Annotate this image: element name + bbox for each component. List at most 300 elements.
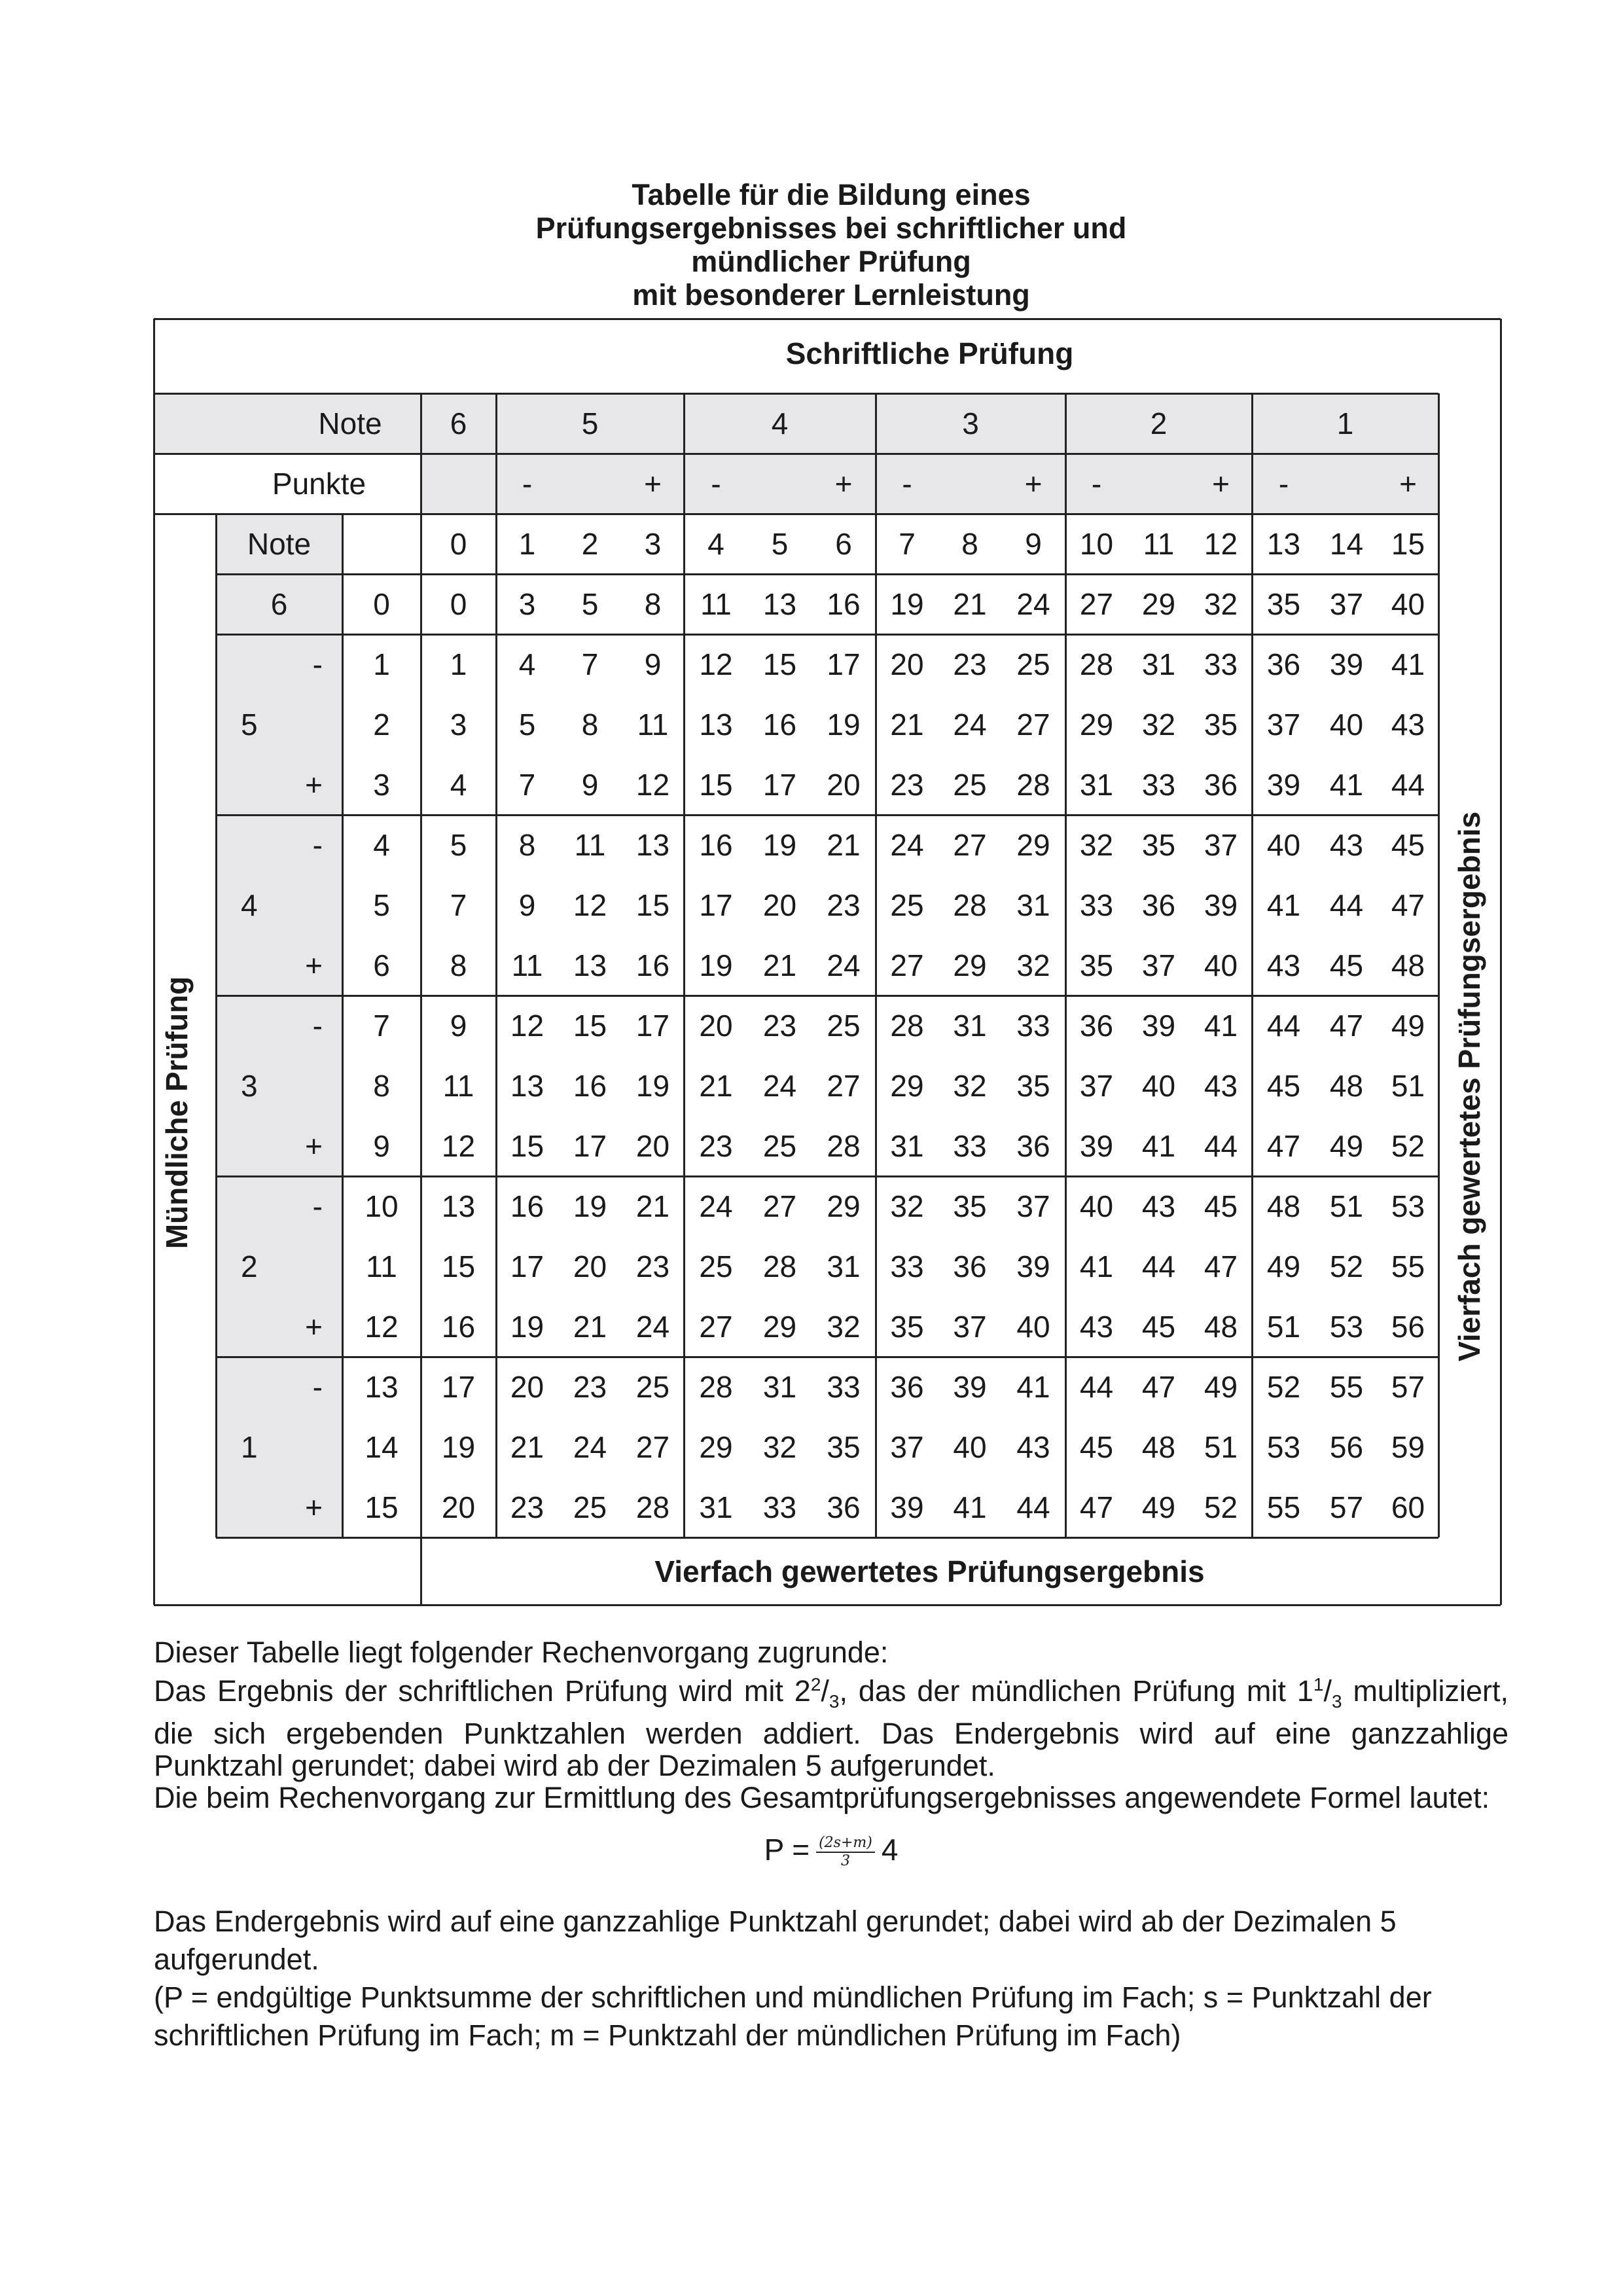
oral-points: 15 [365, 1490, 399, 1524]
oral-sign: + [305, 1490, 323, 1524]
result-cell: 13 [510, 1069, 544, 1103]
result-cell: 17 [510, 1249, 544, 1283]
result-cell: 29 [762, 1310, 797, 1344]
result-cell: 51 [1266, 1310, 1301, 1344]
result-cell: 33 [762, 1490, 797, 1524]
result-cell: 31 [1141, 647, 1176, 681]
result-cell: 17 [573, 1129, 607, 1163]
result-cell: 32 [1079, 828, 1114, 862]
result-cell: 28 [953, 888, 987, 922]
result-cell: 19 [573, 1189, 607, 1223]
result-cell: 8 [581, 708, 599, 742]
result-cell: 3 [450, 708, 467, 742]
result-cell: 24 [573, 1430, 607, 1464]
explanation-text [154, 1636, 1508, 2054]
result-cell: 29 [1016, 828, 1050, 862]
oral-sign: - [312, 1009, 323, 1043]
result-cell: 20 [573, 1249, 607, 1283]
result-cell: 11 [637, 708, 669, 742]
result-cell: 32 [1204, 587, 1238, 621]
result-cell: 29 [1141, 587, 1176, 621]
result-cell: 24 [953, 708, 987, 742]
plus-sign: + [834, 467, 853, 501]
minus-sign: - [522, 467, 533, 501]
oral-sign: - [312, 1370, 323, 1404]
result-cell: 47 [1204, 1249, 1238, 1283]
result-cell: 36 [1141, 888, 1176, 922]
result-cell: 21 [573, 1310, 607, 1344]
fraction-numerator: 1 [1313, 1674, 1324, 1695]
result-cell: 23 [827, 888, 861, 922]
oral-points: 2 [373, 708, 390, 742]
result-cell: 24 [635, 1310, 670, 1344]
result-cell: 7 [518, 768, 536, 802]
result-cell: 40 [953, 1430, 987, 1464]
table-border [154, 1604, 1501, 1606]
result-cell: 21 [953, 587, 987, 621]
result-cell: 28 [1016, 768, 1050, 802]
result-cell: 35 [890, 1310, 924, 1344]
result-cell: 51 [1204, 1430, 1238, 1464]
fraction-numerator: 2 [810, 1674, 821, 1695]
result-cell: 5 [518, 708, 536, 742]
result-cell: 25 [827, 1009, 861, 1043]
result-cell: 8 [644, 587, 662, 621]
result-cell: 43 [1141, 1189, 1176, 1223]
result-cell: 31 [890, 1129, 924, 1163]
oral-points: 1 [373, 647, 390, 681]
result-cell: 1 [450, 647, 467, 681]
written-points: 0 [450, 527, 467, 561]
result-cell: 45 [1329, 948, 1364, 982]
result-cell: 37 [890, 1430, 924, 1464]
result-cell: 47 [1079, 1490, 1114, 1524]
result-cell: 32 [827, 1310, 861, 1344]
result-cell: 36 [1266, 647, 1301, 681]
result-cell: 45 [1141, 1310, 1176, 1344]
result-cell: 15 [635, 888, 670, 922]
result-cell: 23 [699, 1129, 733, 1163]
result-cell: 27 [699, 1310, 733, 1344]
result-cell: 16 [762, 708, 797, 742]
result-cell: 45 [1391, 828, 1425, 862]
oral-grade: 1 [241, 1430, 258, 1464]
result-cell: 44 [1204, 1129, 1238, 1163]
result-cell: 24 [827, 948, 861, 982]
vierfach-side-label: Vierfach gewertetes Prüfungsergebnis [1452, 811, 1486, 1362]
result-cell: 39 [1329, 647, 1364, 681]
result-cell: 32 [762, 1430, 797, 1464]
result-cell: 37 [1266, 708, 1301, 742]
result-cell: 31 [827, 1249, 861, 1283]
note-label: Note [318, 406, 382, 440]
result-cell: 39 [1016, 1249, 1050, 1283]
result-cell: 33 [1141, 768, 1176, 802]
written-points: 6 [835, 527, 852, 561]
written-grade: 4 [771, 406, 789, 440]
result-cell: 5 [450, 828, 467, 862]
result-cell: 17 [827, 647, 861, 681]
result-cell: 12 [441, 1129, 476, 1163]
oral-grade: 3 [241, 1069, 258, 1103]
result-cell: 7 [450, 888, 467, 922]
result-cell: 19 [890, 587, 924, 621]
result-cell: 45 [1079, 1430, 1114, 1464]
result-cell: 52 [1266, 1370, 1301, 1404]
result-cell: 20 [762, 888, 797, 922]
result-cell: 40 [1079, 1189, 1114, 1223]
oral-sign: - [312, 647, 323, 681]
result-cell: 41 [953, 1490, 987, 1524]
result-cell: 43 [1016, 1430, 1050, 1464]
result-cell: 27 [635, 1430, 670, 1464]
fraction-slash: / [821, 1674, 829, 1708]
written-points: 5 [771, 527, 789, 561]
result-cell: 35 [1204, 708, 1238, 742]
result-cell: 28 [762, 1249, 797, 1283]
result-cell: 32 [890, 1189, 924, 1223]
result-cell: 13 [573, 948, 607, 982]
result-cell: 36 [1016, 1129, 1050, 1163]
oral-sign: + [305, 1129, 323, 1163]
result-cell: 48 [1266, 1189, 1301, 1223]
result-cell: 27 [890, 948, 924, 982]
result-cell: 44 [1141, 1249, 1176, 1283]
result-cell: 9 [450, 1009, 467, 1043]
intro-paragraph: Dieser Tabelle liegt folgender Rechenvorgang zugrunde: [154, 1636, 889, 1669]
result-cell: 55 [1391, 1249, 1425, 1283]
written-points: 3 [644, 527, 662, 561]
minus-sign: - [902, 467, 912, 501]
result-cell: 47 [1391, 888, 1425, 922]
result-cell: 16 [573, 1069, 607, 1103]
fraction-slash: / [1323, 1674, 1332, 1708]
formula-intro-paragraph: Die beim Rechenvorgang zur Ermittlung des Gesamtprüfungsergebnisses angewendete Formel lautet: [154, 1781, 1490, 1814]
result-cell: 32 [953, 1069, 987, 1103]
result-cell: 32 [1141, 708, 1176, 742]
result-cell: 13 [441, 1189, 476, 1223]
result-cell: 35 [1266, 587, 1301, 621]
result-cell: 36 [1079, 1009, 1114, 1043]
result-cell: 11 [574, 828, 606, 862]
result-cell: 56 [1329, 1430, 1364, 1464]
result-cell: 9 [644, 647, 662, 681]
result-cell: 5 [581, 587, 599, 621]
result-cell: 21 [635, 1189, 670, 1223]
result-cell: 44 [1391, 768, 1425, 802]
result-cell: 19 [635, 1069, 670, 1103]
result-cell: 36 [827, 1490, 861, 1524]
result-cell: 20 [890, 647, 924, 681]
oral-points: 14 [365, 1430, 399, 1464]
calc-text-c: multipliziert, die sich ergebenden Punktzahlen werden addiert. Das Endergebnis wird auf eine ganzzahlige Punktzahl gerundet; dabei wird ab der Dezimalen 5 aufgerundet. [154, 1674, 1508, 1782]
plus-sign: + [644, 467, 662, 501]
result-cell: 9 [518, 888, 536, 922]
result-cell: 37 [1329, 587, 1364, 621]
result-cell: 39 [1141, 1009, 1176, 1043]
result-cell: 19 [441, 1430, 476, 1464]
result-cell: 29 [890, 1069, 924, 1103]
result-cell: 28 [890, 1009, 924, 1043]
result-cell: 47 [1141, 1370, 1176, 1404]
result-cell: 25 [699, 1249, 733, 1283]
oral-points: 10 [365, 1189, 399, 1223]
result-cell: 13 [699, 708, 733, 742]
calc-text-a: Das Ergebnis der schriftlichen Prüfung wird mit 2 [154, 1674, 811, 1708]
result-cell: 11 [700, 587, 732, 621]
result-cell: 44 [1329, 888, 1364, 922]
result-cell: 28 [699, 1370, 733, 1404]
result-cell: 37 [1141, 948, 1176, 982]
punkte-label: Punkte [272, 467, 366, 501]
result-cell: 48 [1391, 948, 1425, 982]
result-cell: 37 [1016, 1189, 1050, 1223]
result-cell: 15 [441, 1249, 476, 1283]
oral-sign: - [312, 1189, 323, 1223]
result-cell: 40 [1141, 1069, 1176, 1103]
plus-sign: + [1024, 467, 1043, 501]
result-cell: 24 [1016, 587, 1050, 621]
result-cell: 29 [699, 1430, 733, 1464]
written-points: 2 [581, 527, 599, 561]
result-cell: 29 [827, 1189, 861, 1223]
result-cell: 19 [762, 828, 797, 862]
result-cell: 13 [762, 587, 797, 621]
result-cell: 41 [1266, 888, 1301, 922]
result-cell: 43 [1329, 828, 1364, 862]
result-cell: 17 [441, 1370, 476, 1404]
legend-paragraph: (P = endgültige Punktsumme der schriftlichen und mündlichen Prüfung im Fach; s = Punktzahl der schriftlichen Prüfung im Fach; m = Punktzahl der mündlichen Prüfung im Fach) [154, 1980, 1432, 2052]
written-points: 14 [1329, 527, 1364, 561]
result-cell: 41 [1016, 1370, 1050, 1404]
result-cell: 41 [1391, 647, 1425, 681]
result-cell: 8 [450, 948, 467, 982]
rounding-paragraph: Das Endergebnis wird auf eine ganzzahlige Punktzahl gerundet; dabei wird ab der Dezimalen 5 aufgerundet. [154, 1904, 1397, 1976]
result-cell: 19 [510, 1310, 544, 1344]
oral-grade: 2 [241, 1249, 258, 1283]
result-cell: 25 [890, 888, 924, 922]
result-cell: 17 [635, 1009, 670, 1043]
result-cell: 20 [827, 768, 861, 802]
result-cell: 48 [1329, 1069, 1364, 1103]
result-cell: 39 [1266, 768, 1301, 802]
result-cell: 33 [953, 1129, 987, 1163]
result-cell: 33 [1079, 888, 1114, 922]
result-cell: 49 [1266, 1249, 1301, 1283]
result-cell: 23 [635, 1249, 670, 1283]
result-cell: 35 [1016, 1069, 1050, 1103]
result-cell: 35 [1141, 828, 1176, 862]
written-points: 4 [707, 527, 724, 561]
result-cell: 52 [1391, 1129, 1425, 1163]
result-cell: 35 [827, 1430, 861, 1464]
result-cell: 41 [1141, 1129, 1176, 1163]
oral-points: 7 [373, 1009, 390, 1043]
result-cell: 20 [635, 1129, 670, 1163]
result-cell: 45 [1204, 1189, 1238, 1223]
result-cell: 4 [518, 647, 536, 681]
written-points: 11 [1143, 527, 1175, 561]
result-cell: 53 [1266, 1430, 1301, 1464]
muendliche-label: Mündliche Prüfung [160, 976, 194, 1249]
result-cell: 57 [1329, 1490, 1364, 1524]
oral-points: 3 [373, 768, 390, 802]
table-border [1500, 319, 1502, 1605]
result-cell: 27 [953, 828, 987, 862]
result-cell: 31 [1079, 768, 1114, 802]
result-cell: 23 [890, 768, 924, 802]
oral-sign: + [305, 948, 323, 982]
formula-denominator: 3 [840, 1852, 850, 1869]
result-cell: 43 [1391, 708, 1425, 742]
result-cell: 51 [1329, 1189, 1364, 1223]
formula-factor: 4 [881, 1833, 899, 1867]
result-cell: 12 [635, 768, 670, 802]
calculation-paragraph [154, 1668, 1508, 1782]
result-cell: 40 [1204, 948, 1238, 982]
result-cell: 39 [953, 1370, 987, 1404]
result-cell: 21 [699, 1069, 733, 1103]
result-cell: 28 [635, 1490, 670, 1524]
result-cell: 23 [573, 1370, 607, 1404]
result-cell: 17 [699, 888, 733, 922]
result-cell: 15 [699, 768, 733, 802]
result-cell: 33 [827, 1370, 861, 1404]
result-cell: 43 [1079, 1310, 1114, 1344]
result-cell: 7 [581, 647, 599, 681]
result-cell: 31 [699, 1490, 733, 1524]
formula-fraction [816, 1835, 875, 1870]
result-cell: 31 [1016, 888, 1050, 922]
oral-points: 4 [373, 828, 390, 862]
result-cell: 19 [827, 708, 861, 742]
result-cell: 4 [450, 768, 467, 802]
minus-sign: - [1278, 467, 1289, 501]
result-cell: 31 [762, 1370, 797, 1404]
result-cell: 24 [762, 1069, 797, 1103]
oral-sign: + [305, 768, 323, 802]
result-cell: 27 [1079, 587, 1114, 621]
result-cell: 48 [1204, 1310, 1238, 1344]
formula-numerator: (2s+m) [816, 1835, 875, 1853]
table-border [153, 319, 155, 1605]
result-cell: 44 [1016, 1490, 1050, 1524]
result-cell: 21 [827, 828, 861, 862]
result-cell: 37 [1204, 828, 1238, 862]
written-points: 13 [1266, 527, 1301, 561]
result-cell: 27 [827, 1069, 861, 1103]
written-grade: 5 [581, 406, 599, 440]
result-cell: 52 [1204, 1490, 1238, 1524]
result-cell: 59 [1391, 1430, 1425, 1464]
result-cell: 25 [573, 1490, 607, 1524]
result-cell: 48 [1141, 1430, 1176, 1464]
result-cell: 13 [635, 828, 670, 862]
oral-sign: + [305, 1310, 323, 1344]
result-cell: 21 [762, 948, 797, 982]
result-cell: 49 [1329, 1129, 1364, 1163]
oral-points: 6 [373, 948, 390, 982]
written-grade: 3 [962, 406, 979, 440]
result-cell: 24 [699, 1189, 733, 1223]
result-cell: 23 [510, 1490, 544, 1524]
result-cell: 23 [762, 1009, 797, 1043]
result-cell: 25 [1016, 647, 1050, 681]
result-cell: 53 [1391, 1189, 1425, 1223]
oral-points: 8 [373, 1069, 390, 1103]
result-cell: 20 [699, 1009, 733, 1043]
result-cell: 21 [510, 1430, 544, 1464]
written-points: 1 [518, 527, 536, 561]
oral-grade: 5 [241, 708, 258, 742]
result-cell: 60 [1391, 1490, 1425, 1524]
written-grade: 2 [1150, 406, 1168, 440]
title-line: mündlicher Prüfung [691, 245, 971, 278]
oral-points: 5 [373, 888, 390, 922]
result-cell: 32 [1016, 948, 1050, 982]
title-line: mit besonderer Lernleistung [632, 278, 1030, 312]
result-cell: 3 [518, 587, 536, 621]
result-cell: 43 [1266, 948, 1301, 982]
formula [154, 1830, 1508, 1870]
result-cell: 29 [1079, 708, 1114, 742]
result-cell: 15 [762, 647, 797, 681]
written-points: 12 [1204, 527, 1238, 561]
result-cell: 37 [1079, 1069, 1114, 1103]
result-cell: 20 [510, 1370, 544, 1404]
result-cell: 41 [1204, 1009, 1238, 1043]
fraction-denominator: 3 [829, 1691, 840, 1712]
plus-sign: + [1399, 467, 1417, 501]
formula-left: P = [764, 1833, 810, 1867]
title-line: Prüfungsergebnisses bei schriftlicher und [535, 211, 1127, 245]
result-cell: 16 [510, 1189, 544, 1223]
result-cell: 49 [1141, 1490, 1176, 1524]
result-cell: 21 [890, 708, 924, 742]
result-cell: 31 [953, 1009, 987, 1043]
result-cell: 24 [890, 828, 924, 862]
written-points: 10 [1079, 527, 1114, 561]
written-points: 8 [961, 527, 978, 561]
result-cell: 28 [827, 1129, 861, 1163]
written-grade: 1 [1336, 406, 1354, 440]
result-cell: 44 [1266, 1009, 1301, 1043]
result-cell: 29 [953, 948, 987, 982]
result-cell: 12 [573, 888, 607, 922]
result-cell: 43 [1204, 1069, 1238, 1103]
result-cell: 12 [510, 1009, 544, 1043]
result-cell: 19 [699, 948, 733, 982]
result-cell: 44 [1079, 1370, 1114, 1404]
minus-sign: - [1091, 467, 1102, 501]
result-cell: 41 [1079, 1249, 1114, 1283]
result-cell: 36 [953, 1249, 987, 1283]
written-points: 7 [899, 527, 916, 561]
result-cell: 47 [1329, 1009, 1364, 1043]
schriftliche-header: Schriftliche Prüfung [785, 336, 1074, 370]
written-points: 15 [1391, 527, 1425, 561]
result-cell: 39 [1079, 1129, 1114, 1163]
result-cell: 56 [1391, 1310, 1425, 1344]
result-cell: 11 [511, 948, 543, 982]
plus-sign: + [1212, 467, 1230, 501]
result-cell: 15 [510, 1129, 544, 1163]
result-cell: 36 [1204, 768, 1238, 802]
result-cell: 17 [762, 768, 797, 802]
result-cell: 25 [953, 768, 987, 802]
result-cell: 45 [1266, 1069, 1301, 1103]
result-cell: 40 [1266, 828, 1301, 862]
